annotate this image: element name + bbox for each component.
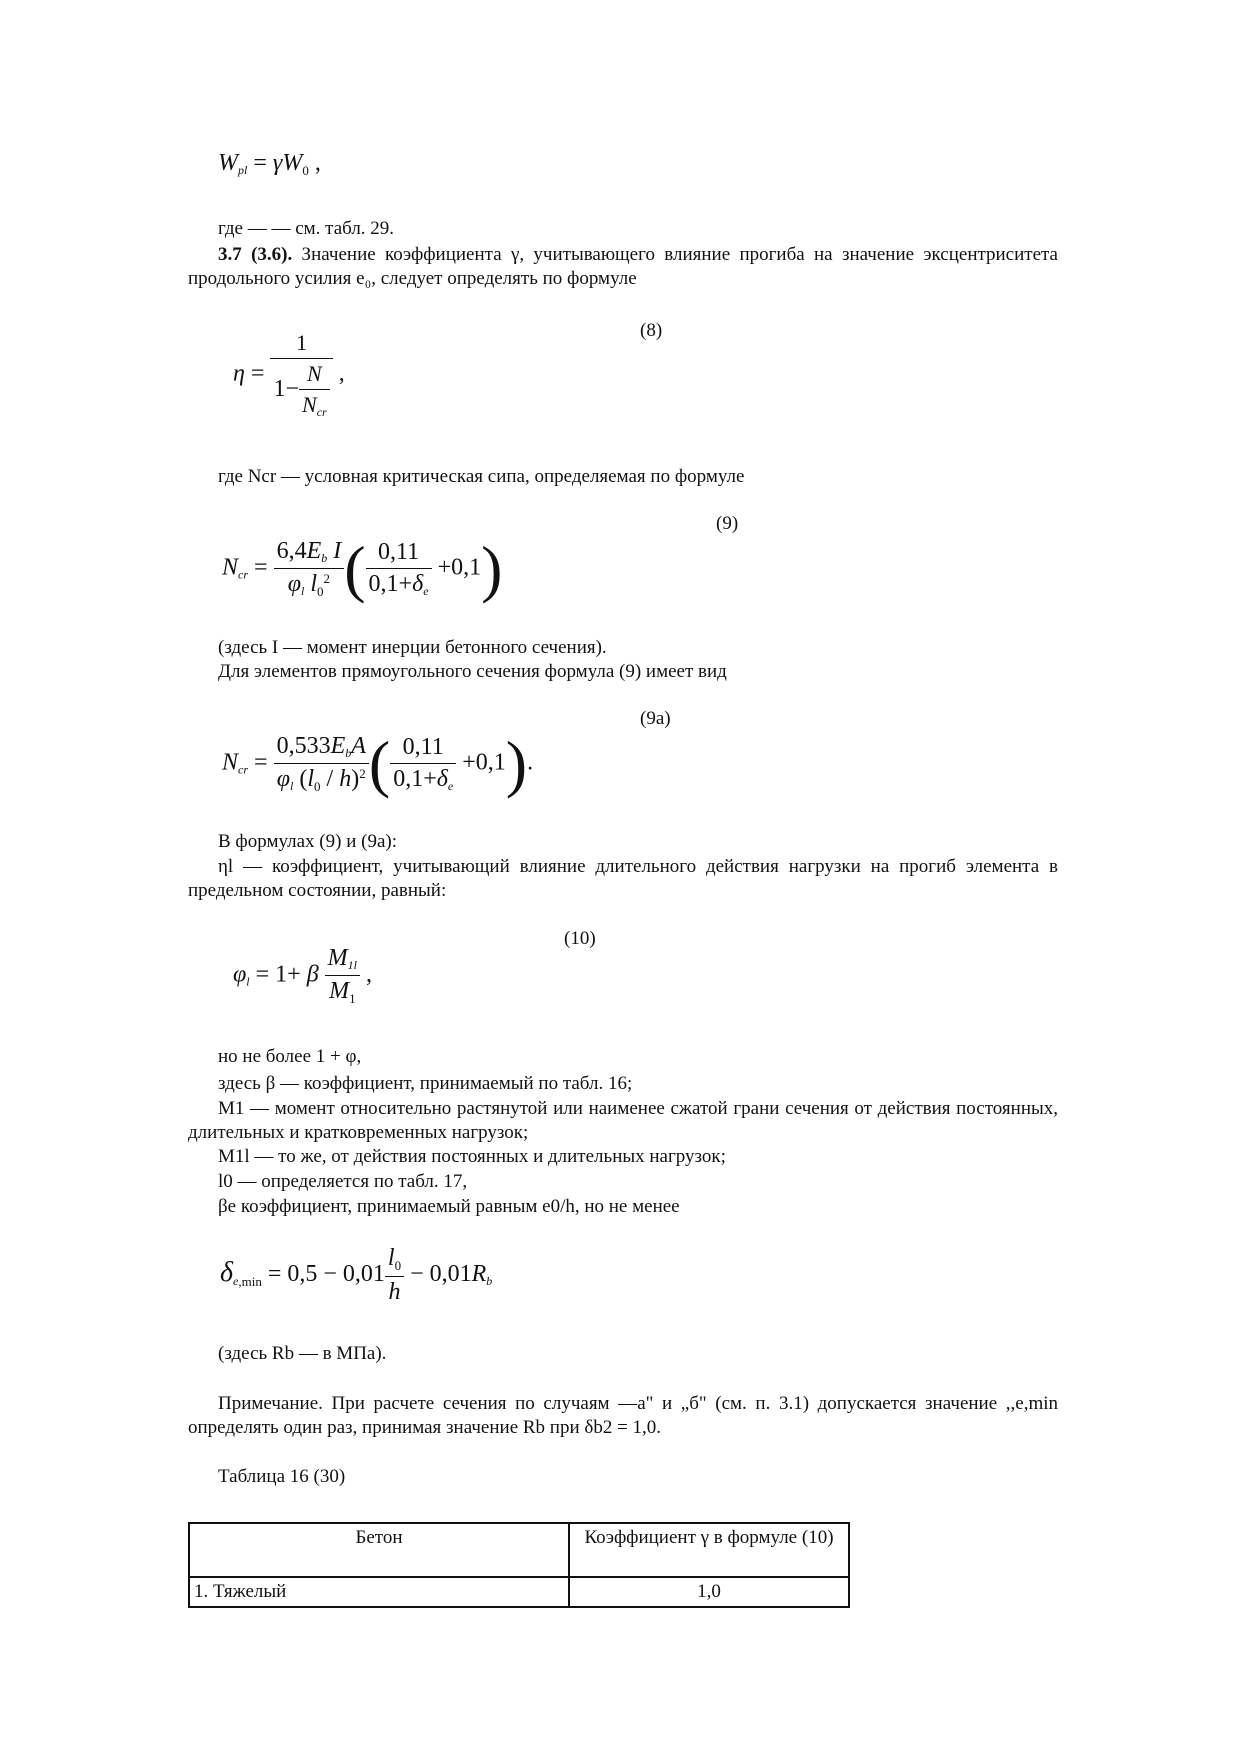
eq10-number: (10) [564, 928, 596, 949]
eq9a-number: (9а) [640, 708, 671, 729]
formula-phi-l: φl = 1+ β $\frac{M1l}{M_1}$ , [233, 945, 372, 1006]
table-cell-concrete: 1. Тяжелый [189, 1577, 569, 1607]
not-more: но не более 1 + φ, [218, 1046, 362, 1067]
formula-eta: η = 1 1− $\frac{N}{\text{Ncr}}$ , [233, 330, 345, 419]
para-3-7 [188, 243, 1058, 291]
table-header-coef: Коэффициент γ в формуле (10) [569, 1523, 849, 1577]
where-ncr: где Ncr — условная критическая сипа, определяемая по формуле [218, 466, 745, 487]
where-table-29: где ― — см. табл. 29. [218, 218, 395, 239]
clause-number: 3.7 (3.6). [218, 244, 293, 265]
formula-delta-min: $\delta e_{,min} = 0,5 - 0,01$ $\frac{l_0}{h}$ − 0,01Rb [220, 1245, 493, 1305]
in-formulas: В формулах (9) и (9а): [218, 831, 397, 852]
para-beta-e: βe коэффициент, принимаемый равным e0/h, но не менее [218, 1196, 680, 1217]
para-eta-l: ηl — коэффициент, учитывающий влияние длительного действия нагрузки на прогиб элемента в предельном состоянии, равный: [188, 856, 1058, 901]
note: Примечание. При расчете сечения по случаям ―а" и „б" (см. п. 3.1) допускается значение ,,e,min определять один раз, принимая значение Rb при δb2 = 1,0. [188, 1393, 1058, 1438]
para-m1: M1 — момент относительно растянутой или наименее сжатой грани сечения от действия постоянных, длительных и кратковременных нагрузок; [188, 1098, 1058, 1143]
beta-text: здесь β — коэффициент, принимаемый по табл. 16; [218, 1073, 633, 1094]
eq9-number: (9) [716, 513, 739, 534]
here-i: (здесь I — момент инерции бетонного сечения). [218, 637, 607, 658]
table-header-row [189, 1523, 849, 1577]
para-rect: Для элементов прямоугольного сечения формула (9) имеет вид [218, 661, 727, 682]
formula-ncr-rect: Ncr = $\frac{\text{0,533EbA}}{\varphi l (l_0 / h)^2}$ ( $\frac{0,11}{0,1+\delta e}$ +0,1). [222, 728, 534, 799]
clause-text: Значение коэффициента γ, учитывающего влияние прогиба на значение эксцентриситета продольного усилия e₀, следует определять по формуле [188, 244, 1058, 289]
eq8-number: (8) [640, 320, 663, 341]
table-header-concrete: Бетон [189, 1523, 569, 1577]
para-l0: l0 — определяется по табл. 17, [218, 1171, 468, 1192]
table16 [188, 1522, 850, 1608]
table-cell-coef: 1,0 [569, 1577, 849, 1607]
formula-ncr: Ncr = $\frac{\text{6,4Eb I}}{\varphi l l_0^2}$ ( $\frac{0,11}{0,1+\delta e}$ +0,1) [222, 533, 503, 604]
table16-caption: Таблица 16 (30) [218, 1466, 346, 1487]
table-row [189, 1577, 849, 1607]
here-rb: (здесь Rb ― в МПа). [218, 1343, 387, 1364]
formula-wpl: Wpl = $\gamma W_0$ , [218, 150, 321, 178]
para-m1l: M1l — то же, от действия постоянных и длительных нагрузок; [218, 1146, 726, 1167]
